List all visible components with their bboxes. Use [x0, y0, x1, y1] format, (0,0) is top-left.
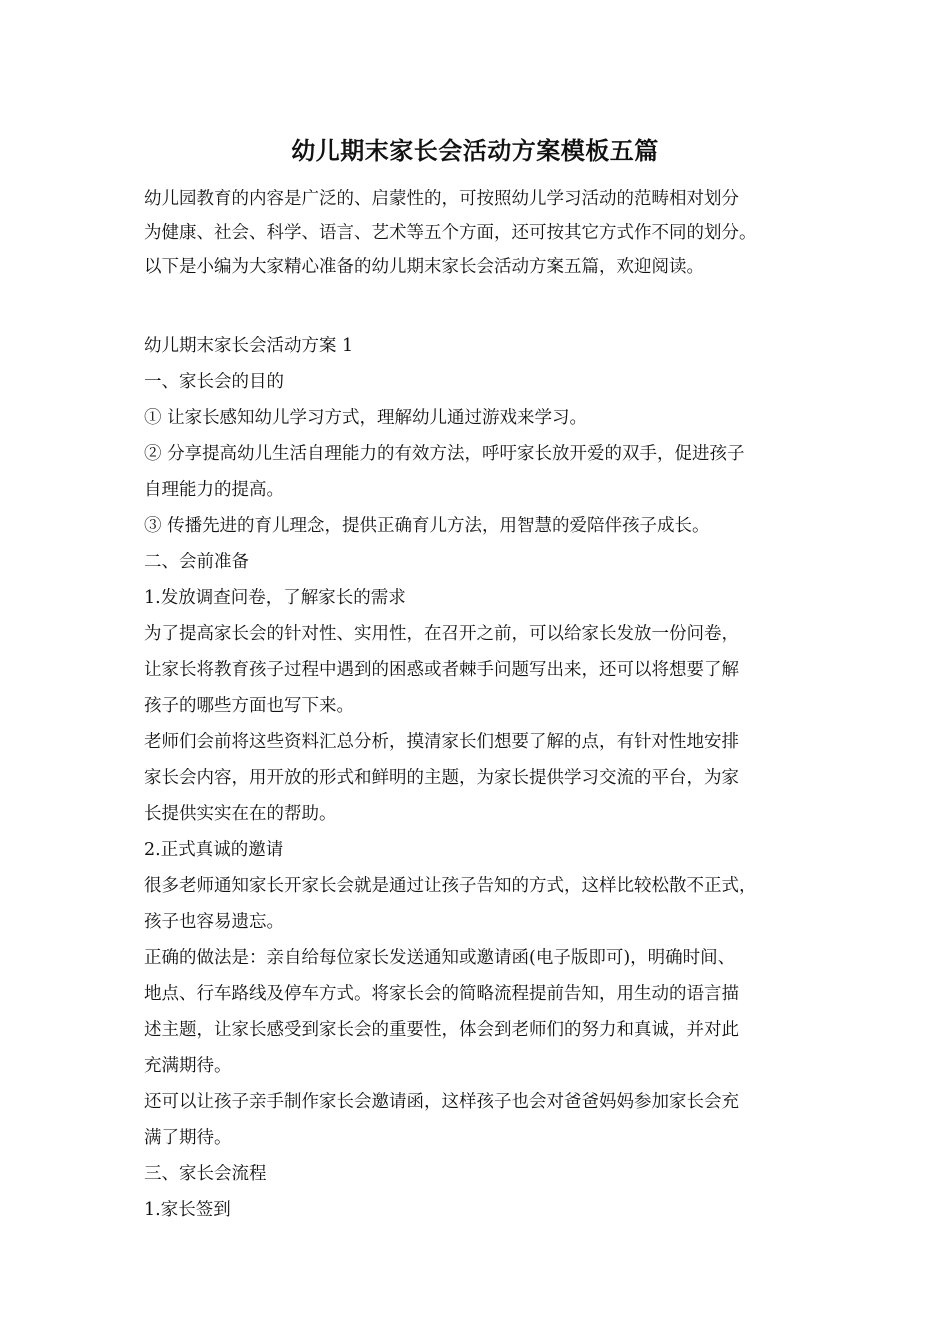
body-line: 很多老师通知家长开家长会就是通过让孩子告知的方式，这样比较松散不正式，: [144, 876, 757, 896]
section-heading: 幼儿期末家长会活动方案 1: [144, 336, 354, 356]
body-line: 还可以让孩子亲手制作家长会邀请函，这样孩子也会对爸爸妈妈参加家长会充: [144, 1092, 739, 1112]
body-line: 正确的做法是：亲自给每位家长发送通知或邀请函(电子版即可)，明确时间、: [144, 948, 736, 968]
intro-paragraph: [144, 182, 820, 284]
intro-line: 为健康、社会、科学、语言、艺术等五个方面，还可按其它方式作不同的划分。: [144, 223, 757, 243]
body-text: [144, 328, 820, 1228]
body-line: 自理能力的提高。: [144, 480, 284, 500]
body-line: 家长会内容，用开放的形式和鲜明的主题，为家长提供学习交流的平台，为家: [144, 768, 739, 788]
body-line: 地点、行车路线及停车方式。将家长会的简略流程提前告知，用生动的语言描: [144, 984, 739, 1004]
document-title: 幼儿期末家长会活动方案模板五篇: [291, 136, 659, 165]
section-heading: 一、家长会的目的: [144, 372, 284, 392]
body-line: 孩子也容易遗忘。: [144, 912, 284, 932]
body-line: 述主题，让家长感受到家长会的重要性，体会到老师们的努力和真诚，并对此: [144, 1020, 739, 1040]
body-line: 老师们会前将这些资料汇总分析，摸清家长们想要了解的点，有针对性地安排: [144, 732, 739, 752]
body-line: ② 分享提高幼儿生活自理能力的有效方法，呼吁家长放开爱的双手，促进孩子: [144, 444, 745, 464]
body-line: ③ 传播先进的育儿理念，提供正确育儿方法，用智慧的爱陪伴孩子成长。: [144, 516, 710, 536]
body-line: 让家长将教育孩子过程中遇到的困惑或者棘手问题写出来，还可以将想要了解: [144, 660, 739, 680]
body-line: 满了期待。: [144, 1128, 232, 1148]
section-heading: 二、会前准备: [144, 552, 249, 572]
body-line: ① 让家长感知幼儿学习方式，理解幼儿通过游戏来学习。: [144, 408, 588, 428]
body-line: 充满期待。: [144, 1056, 232, 1076]
body-line: 为了提高家长会的针对性、实用性，在召开之前，可以给家长发放一份问卷，: [144, 624, 739, 644]
body-line: 长提供实实在在的帮助。: [144, 804, 337, 824]
intro-line: 以下是小编为大家精心准备的幼儿期末家长会活动方案五篇，欢迎阅读。: [144, 257, 704, 277]
subsection-heading: 1.家长签到: [144, 1200, 231, 1220]
body-line: 孩子的哪些方面也写下来。: [144, 696, 354, 716]
intro-line: 幼儿园教育的内容是广泛的、启蒙性的，可按照幼儿学习活动的范畴相对划分: [144, 189, 739, 209]
section-heading: 三、家长会流程: [144, 1164, 267, 1184]
subsection-heading: 2.正式真诚的邀请: [144, 840, 284, 860]
subsection-heading: 1.发放调查问卷，了解家长的需求: [144, 588, 406, 608]
